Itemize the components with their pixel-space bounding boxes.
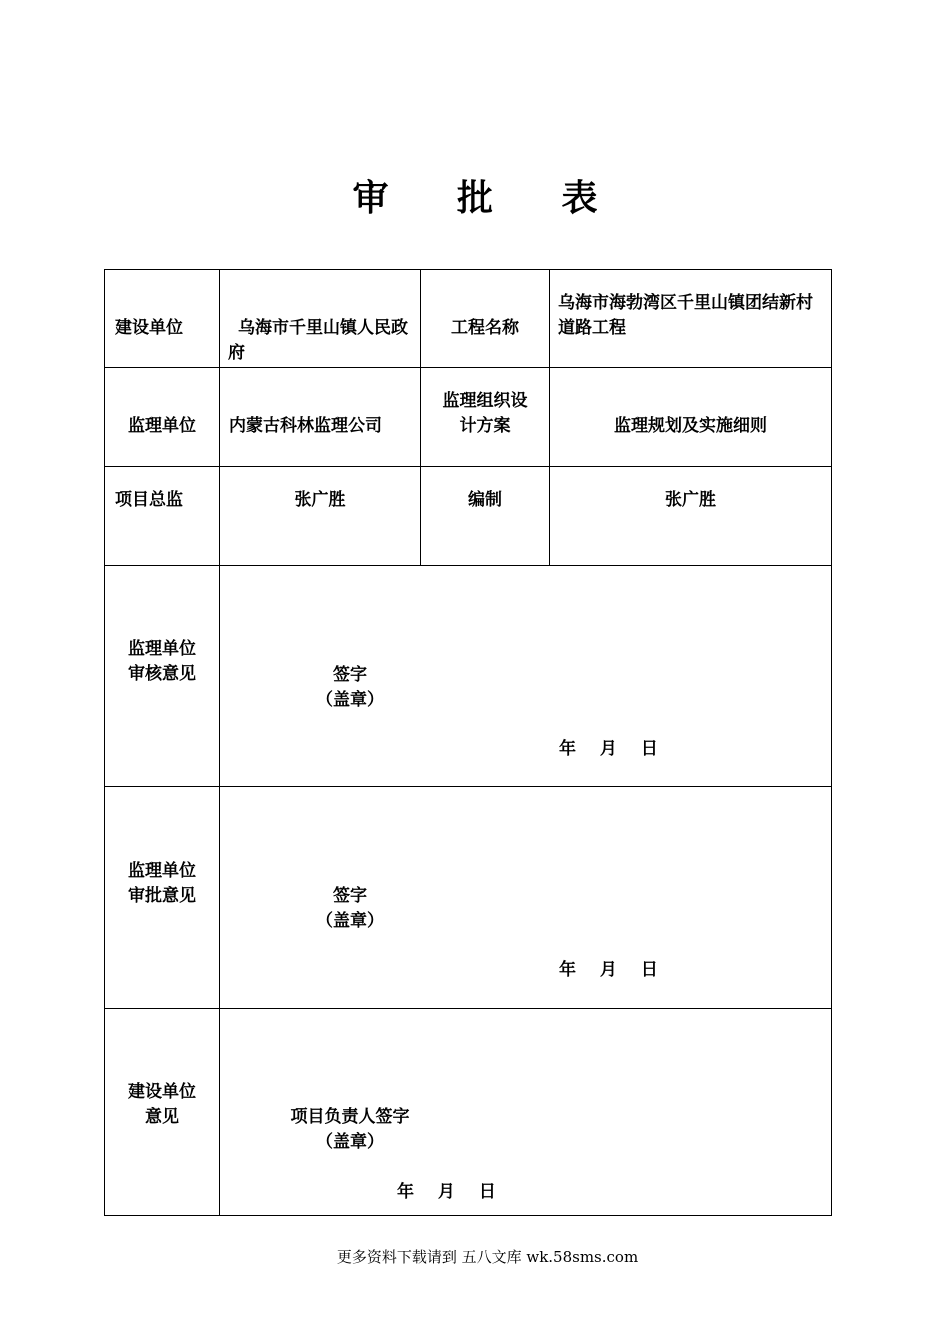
label-construction-unit: 建设单位: [115, 318, 183, 338]
label-project-name: 工程名称: [451, 318, 519, 338]
approval-date-label: 年 月 日: [559, 960, 658, 980]
footer-text: 更多资料下载请到 五八文库 wk.58sms.com: [336, 1248, 639, 1266]
label-owner-opinion: 建设单位意见: [128, 1082, 196, 1127]
owner-sign-label: 项目负责人签字: [290, 1107, 410, 1127]
label-chief-supervisor: 项目总监: [115, 490, 183, 510]
label-supervision-approval: 监理单位审批意见: [128, 861, 196, 906]
column-divider: [420, 270, 421, 565]
label-supervision-plan: 监理组织设计方案: [442, 391, 528, 436]
review-date-label: 年 月 日: [559, 739, 658, 759]
row-divider: [105, 786, 831, 787]
review-sign-label: 签字: [333, 665, 367, 685]
approval-sign-label: 签字: [333, 886, 367, 906]
review-seal-label: （盖章）: [316, 690, 384, 710]
owner-date-label: 年 月 日: [397, 1182, 496, 1202]
approval-seal-label: （盖章）: [316, 911, 384, 931]
label-compiled-by: 编制: [468, 490, 502, 510]
value-compiled-by: 张广胜: [665, 490, 716, 510]
value-construction-unit: 乌海市千里山镇人民政府: [228, 318, 408, 363]
owner-seal-label: （盖章）: [316, 1132, 384, 1152]
value-project-name: 乌海市海勃湾区千里山镇团结新村道路工程: [558, 293, 813, 338]
value-chief-supervisor: 张广胜: [294, 490, 346, 510]
approval-form-table: [104, 269, 832, 1216]
row-divider: [105, 565, 831, 566]
value-supervision-unit: 内蒙古科林监理公司: [229, 416, 382, 436]
column-divider: [219, 270, 220, 1215]
label-supervision-review: 监理单位审核意见: [128, 639, 196, 684]
row-divider: [105, 1008, 831, 1009]
row-divider: [105, 466, 831, 467]
label-supervision-unit: 监理单位: [128, 416, 196, 436]
value-supervision-plan: 监理规划及实施细则: [614, 416, 767, 436]
page-title: 审 批 表: [352, 177, 626, 219]
row-divider: [105, 367, 831, 368]
